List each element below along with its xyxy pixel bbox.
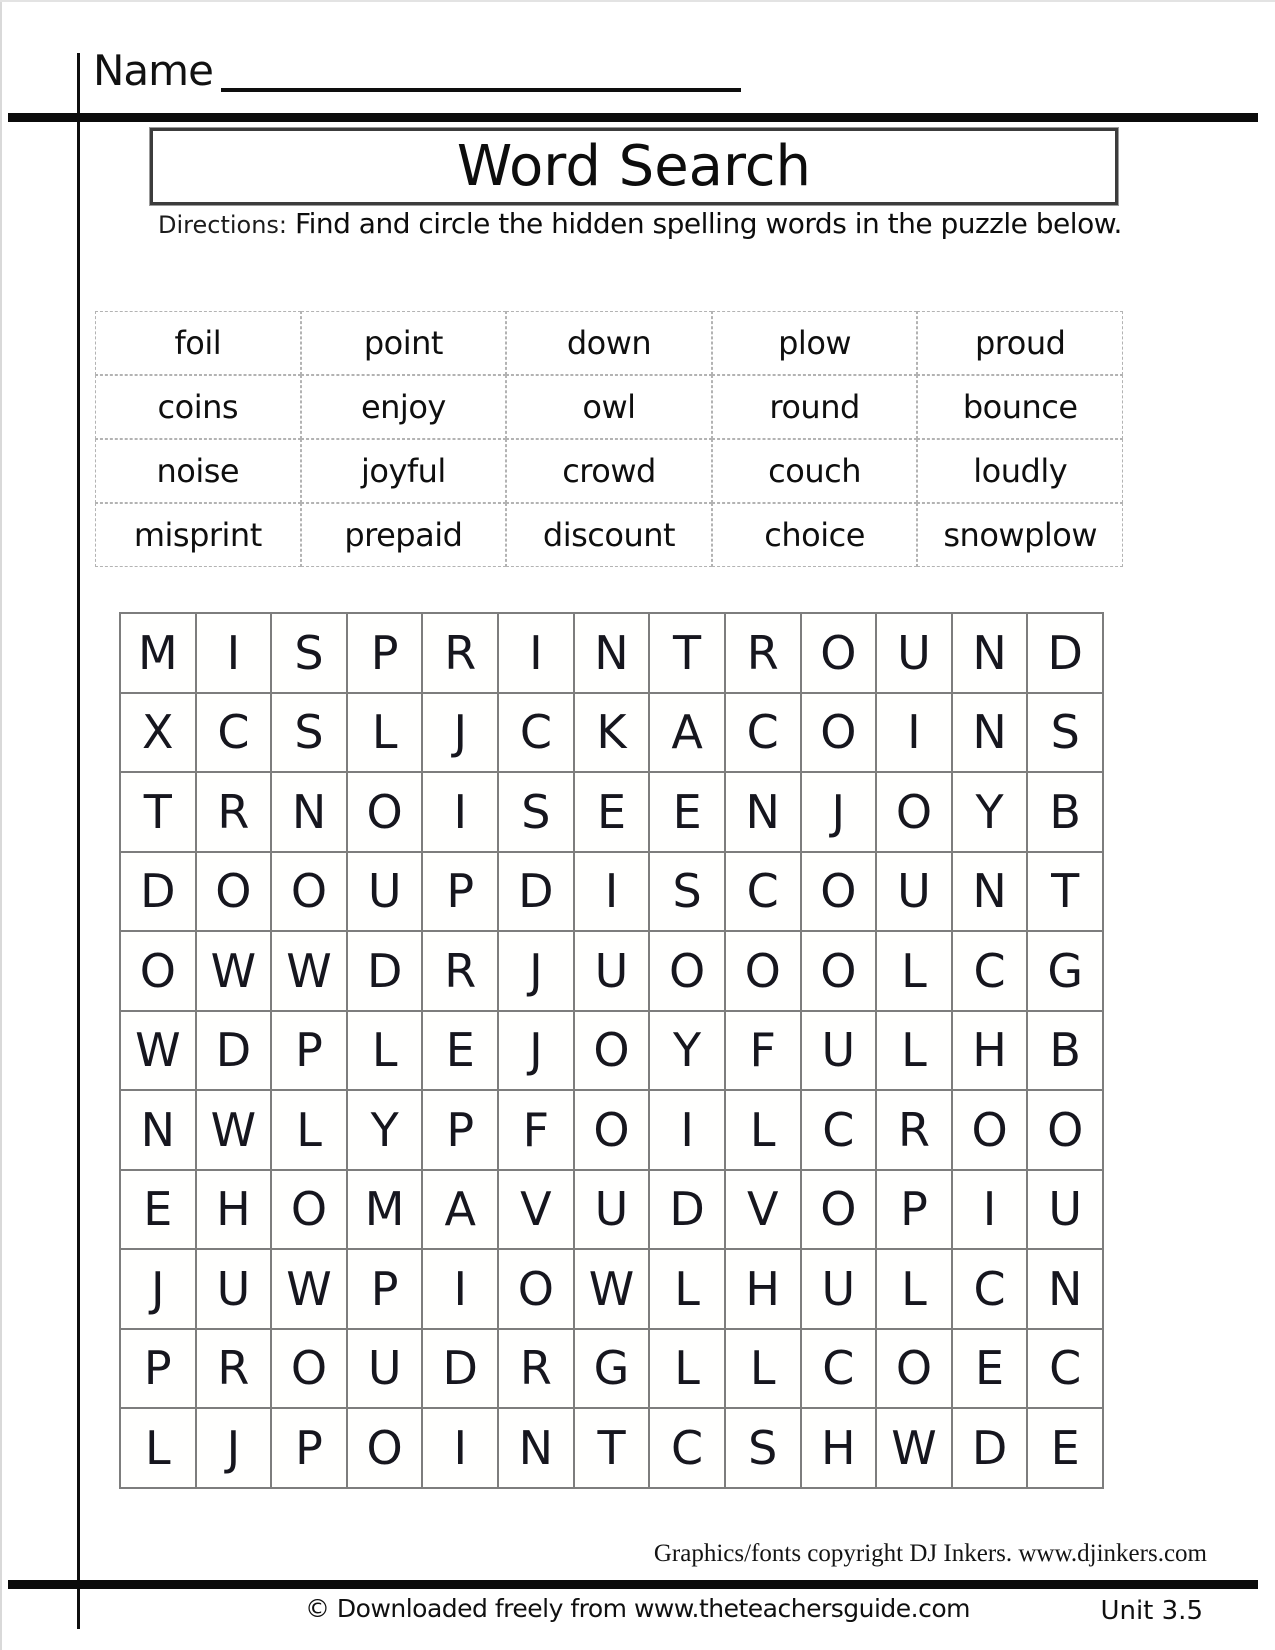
puzzle-letter-cell: O bbox=[347, 1408, 423, 1488]
name-blank-line bbox=[221, 46, 741, 92]
puzzle-row bbox=[120, 1329, 1103, 1409]
word-list-word: bounce bbox=[917, 375, 1123, 439]
word-list-word: choice bbox=[712, 503, 918, 567]
puzzle-letter-cell: U bbox=[196, 1249, 272, 1329]
page-edge-top bbox=[0, 0, 1275, 2]
word-list-row bbox=[95, 311, 1123, 375]
puzzle-letter-cell: T bbox=[120, 772, 196, 852]
puzzle-letter-cell: C bbox=[196, 693, 272, 773]
puzzle-letter-cell: H bbox=[196, 1170, 272, 1250]
puzzle-letter-cell: D bbox=[498, 852, 574, 932]
puzzle-letter-cell: R bbox=[876, 1090, 952, 1170]
puzzle-row bbox=[120, 1249, 1103, 1329]
puzzle-letter-cell: P bbox=[120, 1329, 196, 1409]
puzzle-letter-cell: M bbox=[120, 613, 196, 693]
puzzle-letter-cell: O bbox=[120, 931, 196, 1011]
puzzle-row bbox=[120, 931, 1103, 1011]
puzzle-letter-cell: J bbox=[498, 931, 574, 1011]
puzzle-letter-cell: U bbox=[347, 1329, 423, 1409]
margin-line bbox=[77, 53, 80, 1629]
puzzle-letter-cell: L bbox=[271, 1090, 347, 1170]
puzzle-row bbox=[120, 613, 1103, 693]
puzzle-letter-cell: U bbox=[801, 1011, 877, 1091]
puzzle-letter-cell: E bbox=[574, 772, 650, 852]
puzzle-letter-cell: J bbox=[498, 1011, 574, 1091]
page-title: Word Search bbox=[456, 134, 812, 199]
puzzle-letter-cell: G bbox=[1027, 931, 1103, 1011]
puzzle-letter-cell: S bbox=[498, 772, 574, 852]
name-row bbox=[93, 42, 741, 95]
puzzle-letter-cell: P bbox=[876, 1170, 952, 1250]
puzzle-letter-cell: P bbox=[271, 1011, 347, 1091]
puzzle-letter-cell: M bbox=[347, 1170, 423, 1250]
puzzle-letter-cell: O bbox=[801, 1170, 877, 1250]
puzzle-letter-cell: E bbox=[422, 1011, 498, 1091]
puzzle-letter-cell: E bbox=[1027, 1408, 1103, 1488]
puzzle-letter-cell: L bbox=[876, 931, 952, 1011]
puzzle-letter-cell: C bbox=[725, 852, 801, 932]
puzzle-letter-cell: J bbox=[801, 772, 877, 852]
puzzle-letter-cell: K bbox=[574, 693, 650, 773]
puzzle-row bbox=[120, 693, 1103, 773]
puzzle-letter-cell: E bbox=[120, 1170, 196, 1250]
puzzle-letter-cell: T bbox=[1027, 852, 1103, 932]
puzzle-letter-cell: U bbox=[574, 1170, 650, 1250]
word-list-word: proud bbox=[917, 311, 1123, 375]
puzzle-letter-cell: I bbox=[498, 613, 574, 693]
word-list-word: round bbox=[712, 375, 918, 439]
puzzle-letter-cell: R bbox=[196, 1329, 272, 1409]
puzzle-letter-cell: O bbox=[271, 1170, 347, 1250]
word-list-word: couch bbox=[712, 439, 918, 503]
puzzle-letter-cell: L bbox=[725, 1329, 801, 1409]
puzzle-letter-cell: A bbox=[649, 693, 725, 773]
word-list-word: plow bbox=[712, 311, 918, 375]
puzzle-letter-cell: N bbox=[120, 1090, 196, 1170]
puzzle-letter-cell: C bbox=[498, 693, 574, 773]
puzzle-letter-cell: I bbox=[876, 693, 952, 773]
puzzle-letter-cell: J bbox=[120, 1249, 196, 1329]
puzzle-letter-cell: W bbox=[196, 1090, 272, 1170]
puzzle-letter-cell: R bbox=[498, 1329, 574, 1409]
puzzle-letter-cell: O bbox=[1027, 1090, 1103, 1170]
top-rule bbox=[8, 113, 1258, 122]
puzzle-letter-cell: O bbox=[876, 772, 952, 852]
bottom-rule bbox=[8, 1580, 1258, 1589]
name-label: Name bbox=[93, 46, 213, 95]
puzzle-letter-cell: R bbox=[422, 931, 498, 1011]
directions-text: Find and circle the hidden spelling words in the puzzle below. bbox=[295, 207, 1122, 240]
puzzle-letter-cell: F bbox=[725, 1011, 801, 1091]
word-list-word: down bbox=[506, 311, 712, 375]
puzzle-letter-cell: C bbox=[801, 1329, 877, 1409]
puzzle-row bbox=[120, 1408, 1103, 1488]
puzzle-row bbox=[120, 1011, 1103, 1091]
puzzle-grid bbox=[119, 612, 1104, 1489]
puzzle-letter-cell: H bbox=[725, 1249, 801, 1329]
puzzle-letter-cell: G bbox=[574, 1329, 650, 1409]
puzzle-letter-cell: I bbox=[649, 1090, 725, 1170]
puzzle-letter-cell: O bbox=[801, 613, 877, 693]
word-list-word: enjoy bbox=[301, 375, 507, 439]
puzzle-letter-cell: O bbox=[271, 1329, 347, 1409]
puzzle-letter-cell: E bbox=[649, 772, 725, 852]
word-list-word: joyful bbox=[301, 439, 507, 503]
puzzle-letter-cell: I bbox=[422, 772, 498, 852]
puzzle-letter-cell: A bbox=[422, 1170, 498, 1250]
word-list-word: loudly bbox=[917, 439, 1123, 503]
puzzle-letter-cell: C bbox=[725, 693, 801, 773]
puzzle-letter-cell: V bbox=[725, 1170, 801, 1250]
word-list-table bbox=[95, 311, 1123, 567]
word-list-word: discount bbox=[506, 503, 712, 567]
unit-label: Unit 3.5 bbox=[1100, 1596, 1203, 1626]
puzzle-letter-cell: T bbox=[574, 1408, 650, 1488]
puzzle-letter-cell: D bbox=[120, 852, 196, 932]
word-list-word: foil bbox=[95, 311, 301, 375]
puzzle-letter-cell: W bbox=[574, 1249, 650, 1329]
puzzle-letter-cell: O bbox=[801, 931, 877, 1011]
puzzle-letter-cell: I bbox=[422, 1408, 498, 1488]
puzzle-letter-cell: C bbox=[1027, 1329, 1103, 1409]
puzzle-letter-cell: W bbox=[271, 931, 347, 1011]
puzzle-letter-cell: U bbox=[574, 931, 650, 1011]
puzzle-letter-cell: W bbox=[271, 1249, 347, 1329]
puzzle-letter-cell: I bbox=[952, 1170, 1028, 1250]
puzzle-letter-cell: O bbox=[725, 931, 801, 1011]
puzzle-letter-cell: N bbox=[952, 693, 1028, 773]
puzzle-letter-cell: D bbox=[422, 1329, 498, 1409]
puzzle-letter-cell: O bbox=[498, 1249, 574, 1329]
word-list-word: coins bbox=[95, 375, 301, 439]
puzzle-letter-cell: P bbox=[347, 613, 423, 693]
word-list-row bbox=[95, 503, 1123, 567]
puzzle-letter-cell: B bbox=[1027, 1011, 1103, 1091]
puzzle-letter-cell: S bbox=[271, 613, 347, 693]
puzzle-letter-cell: L bbox=[725, 1090, 801, 1170]
puzzle-letter-cell: U bbox=[876, 613, 952, 693]
puzzle-letter-cell: N bbox=[271, 772, 347, 852]
puzzle-letter-cell: N bbox=[498, 1408, 574, 1488]
puzzle-letter-cell: T bbox=[649, 613, 725, 693]
puzzle-letter-cell: O bbox=[876, 1329, 952, 1409]
puzzle-letter-cell: P bbox=[271, 1408, 347, 1488]
directions-label: Directions: bbox=[158, 211, 288, 239]
puzzle-row bbox=[120, 1170, 1103, 1250]
download-note: © Downloaded freely from www.theteachersguide.com bbox=[304, 1594, 971, 1623]
puzzle-letter-cell: S bbox=[725, 1408, 801, 1488]
puzzle-letter-cell: U bbox=[347, 852, 423, 932]
puzzle-letter-cell: I bbox=[574, 852, 650, 932]
puzzle-letter-cell: D bbox=[347, 931, 423, 1011]
title-box bbox=[150, 128, 1118, 205]
word-list-word: misprint bbox=[95, 503, 301, 567]
puzzle-letter-cell: O bbox=[952, 1090, 1028, 1170]
puzzle-letter-cell: N bbox=[725, 772, 801, 852]
puzzle-letter-cell: O bbox=[196, 852, 272, 932]
directions bbox=[158, 207, 1158, 240]
puzzle-letter-cell: U bbox=[801, 1249, 877, 1329]
puzzle-letter-cell: H bbox=[952, 1011, 1028, 1091]
puzzle-letter-cell: D bbox=[196, 1011, 272, 1091]
puzzle-letter-cell: O bbox=[801, 693, 877, 773]
puzzle-letter-cell: B bbox=[1027, 772, 1103, 852]
puzzle-letter-cell: E bbox=[952, 1329, 1028, 1409]
puzzle-letter-cell: O bbox=[574, 1011, 650, 1091]
word-list-word: point bbox=[301, 311, 507, 375]
puzzle-letter-cell: F bbox=[498, 1090, 574, 1170]
puzzle-letter-cell: C bbox=[801, 1090, 877, 1170]
puzzle-letter-cell: L bbox=[347, 693, 423, 773]
puzzle-letter-cell: N bbox=[574, 613, 650, 693]
puzzle-letter-cell: R bbox=[422, 613, 498, 693]
puzzle-letter-cell: D bbox=[649, 1170, 725, 1250]
puzzle-letter-cell: C bbox=[952, 1249, 1028, 1329]
word-list-word: crowd bbox=[506, 439, 712, 503]
puzzle-letter-cell: O bbox=[649, 931, 725, 1011]
puzzle-letter-cell: U bbox=[876, 852, 952, 932]
puzzle-letter-cell: O bbox=[801, 852, 877, 932]
puzzle-row bbox=[120, 772, 1103, 852]
word-list-word: owl bbox=[506, 375, 712, 439]
puzzle-letter-cell: Y bbox=[649, 1011, 725, 1091]
puzzle-letter-cell: C bbox=[952, 931, 1028, 1011]
puzzle-letter-cell: L bbox=[876, 1249, 952, 1329]
puzzle-letter-cell: N bbox=[1027, 1249, 1103, 1329]
puzzle-letter-cell: I bbox=[422, 1249, 498, 1329]
puzzle-letter-cell: S bbox=[1027, 693, 1103, 773]
puzzle-letter-cell: L bbox=[649, 1329, 725, 1409]
page-edge-left bbox=[0, 0, 2, 1650]
puzzle-letter-cell: Y bbox=[952, 772, 1028, 852]
puzzle-letter-cell: J bbox=[422, 693, 498, 773]
puzzle-letter-cell: P bbox=[422, 1090, 498, 1170]
puzzle-letter-cell: W bbox=[196, 931, 272, 1011]
puzzle-letter-cell: P bbox=[422, 852, 498, 932]
puzzle-letter-cell: L bbox=[649, 1249, 725, 1329]
credits-note: Graphics/fonts copyright DJ Inkers. www.djinkers.com bbox=[653, 1540, 1207, 1567]
puzzle-letter-cell: H bbox=[801, 1408, 877, 1488]
puzzle-letter-cell: O bbox=[271, 852, 347, 932]
puzzle-letter-cell: L bbox=[347, 1011, 423, 1091]
puzzle-letter-cell: D bbox=[1027, 613, 1103, 693]
word-list-word: prepaid bbox=[301, 503, 507, 567]
puzzle-letter-cell: O bbox=[574, 1090, 650, 1170]
puzzle-letter-cell: C bbox=[649, 1408, 725, 1488]
puzzle-letter-cell: O bbox=[347, 772, 423, 852]
puzzle-letter-cell: S bbox=[649, 852, 725, 932]
puzzle-letter-cell: L bbox=[876, 1011, 952, 1091]
puzzle-letter-cell: N bbox=[952, 613, 1028, 693]
word-list-row bbox=[95, 439, 1123, 503]
puzzle-letter-cell: D bbox=[952, 1408, 1028, 1488]
puzzle-letter-cell: W bbox=[876, 1408, 952, 1488]
puzzle-letter-cell: I bbox=[196, 613, 272, 693]
puzzle-row bbox=[120, 1090, 1103, 1170]
word-list-word: snowplow bbox=[917, 503, 1123, 567]
puzzle-letter-cell: V bbox=[498, 1170, 574, 1250]
word-list-row bbox=[95, 375, 1123, 439]
puzzle-letter-cell: R bbox=[196, 772, 272, 852]
puzzle-letter-cell: P bbox=[347, 1249, 423, 1329]
word-list-word: noise bbox=[95, 439, 301, 503]
puzzle-letter-cell: N bbox=[952, 852, 1028, 932]
puzzle-letter-cell: X bbox=[120, 693, 196, 773]
puzzle-letter-cell: S bbox=[271, 693, 347, 773]
puzzle-letter-cell: U bbox=[1027, 1170, 1103, 1250]
puzzle-letter-cell: L bbox=[120, 1408, 196, 1488]
puzzle-letter-cell: W bbox=[120, 1011, 196, 1091]
puzzle-letter-cell: J bbox=[196, 1408, 272, 1488]
puzzle-letter-cell: R bbox=[725, 613, 801, 693]
puzzle-letter-cell: Y bbox=[347, 1090, 423, 1170]
puzzle-row bbox=[120, 852, 1103, 932]
